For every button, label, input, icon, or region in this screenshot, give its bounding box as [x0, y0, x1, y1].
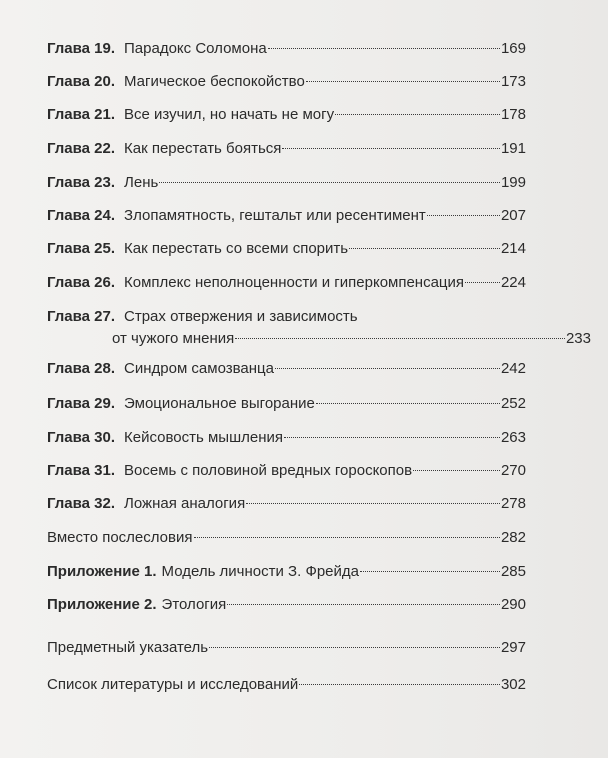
chapter-title: Все изучил, но начать не могу: [124, 106, 335, 123]
dot-leader: [335, 114, 500, 115]
page-number: 224: [500, 274, 526, 291]
chapter-label: Глава 32.: [47, 495, 116, 512]
section-title: Список литературы и исследований: [47, 676, 299, 693]
chapter-title: Лень: [124, 174, 159, 191]
page-number: 242: [500, 360, 526, 377]
toc-entry-chapter-31: [47, 460, 526, 482]
toc-entry-chapter-21: [47, 104, 526, 126]
toc-entry-chapter-29: [47, 393, 526, 415]
chapter-title: Ложная аналогия: [124, 495, 246, 512]
chapter-label: Глава 24.: [47, 207, 116, 224]
dot-leader: [284, 437, 500, 438]
page-number: 278: [500, 495, 526, 512]
section-title: Вместо послесловия: [47, 529, 193, 546]
chapter-title: Восемь с половиной вредных гороскопов: [124, 462, 413, 479]
dot-leader: [246, 503, 500, 504]
toc-entry-bibliography: [47, 674, 526, 696]
chapter-label: Глава 31.: [47, 462, 116, 479]
chapter-title-continued: от чужого мнения: [112, 330, 235, 347]
chapter-label: Глава 20.: [47, 73, 116, 90]
chapter-title: Кейсовость мышления: [124, 429, 283, 446]
page-number: 270: [500, 462, 526, 479]
page-number: 290: [500, 596, 526, 613]
chapter-title: Эмоциональное выгорание: [124, 395, 315, 412]
page-number: 263: [500, 429, 526, 446]
dot-leader: [427, 215, 500, 216]
dot-leader: [235, 338, 565, 339]
toc-entry-chapter-23: [47, 172, 526, 194]
dot-leader: [227, 604, 500, 605]
chapter-title: Как перестать бояться: [124, 140, 282, 157]
dot-leader: [465, 282, 500, 283]
dot-leader: [282, 148, 500, 149]
chapter-label: Глава 30.: [47, 429, 116, 446]
dot-leader: [306, 81, 500, 82]
page-number: 173: [500, 73, 526, 90]
toc-entry-chapter-28: [47, 358, 526, 380]
toc-entry-chapter-24: [47, 205, 526, 227]
toc-entry-chapter-19: [47, 38, 526, 60]
chapter-title: Как перестать со всеми спорить: [124, 240, 349, 257]
chapter-label: Глава 26.: [47, 274, 116, 291]
chapter-title: Злопамятность, гештальт или ресентимент: [124, 207, 426, 224]
toc-entry-appendix-2: [47, 594, 526, 616]
page-number: 199: [500, 174, 526, 191]
dot-leader: [209, 647, 500, 648]
toc-entry-appendix-1: [47, 561, 526, 583]
page-number: 178: [500, 106, 526, 123]
dot-leader: [159, 182, 500, 183]
chapter-label: Глава 21.: [47, 106, 116, 123]
page-number: 285: [500, 563, 526, 580]
chapter-title: Синдром самозванца: [124, 360, 274, 377]
dot-leader: [349, 248, 500, 249]
appendix-label: Приложение 1.: [47, 563, 157, 580]
dot-leader: [316, 403, 500, 404]
chapter-label: Глава 28.: [47, 360, 116, 377]
chapter-label: Глава 23.: [47, 174, 116, 191]
page-number: 214: [500, 240, 526, 257]
dot-leader: [413, 470, 500, 471]
dot-leader: [360, 571, 500, 572]
toc-entry-chapter-20: [47, 71, 526, 93]
appendix-title: Модель личности З. Фрейда: [161, 563, 360, 580]
appendix-title: Этология: [161, 596, 227, 613]
page-number: 252: [500, 395, 526, 412]
chapter-title: Комплекс неполноценности и гиперкомпенсация: [124, 274, 465, 291]
chapter-title: Магическое беспокойство: [124, 73, 305, 90]
appendix-label: Приложение 2.: [47, 596, 157, 613]
toc-entry-chapter-25: [47, 238, 526, 260]
page-number: 191: [500, 140, 526, 157]
page-number: 297: [500, 639, 526, 656]
chapter-title: Страх отвержения и зависимость: [124, 308, 358, 325]
dot-leader: [275, 368, 500, 369]
page-number: 169: [500, 40, 526, 57]
toc-entry-subject-index: [47, 637, 526, 659]
chapter-label: Глава 19.: [47, 40, 116, 57]
toc-entry-chapter-30: [47, 427, 526, 449]
page-number: 207: [500, 207, 526, 224]
page-number: 233: [565, 330, 591, 347]
section-title: Предметный указатель: [47, 639, 209, 656]
dot-leader: [299, 684, 500, 685]
page-number: 282: [500, 529, 526, 546]
chapter-label: Глава 29.: [47, 395, 116, 412]
dot-leader: [268, 48, 500, 49]
chapter-label: Глава 27.: [47, 308, 116, 325]
toc-entry-chapter-32: [47, 493, 526, 515]
chapter-label: Глава 22.: [47, 140, 116, 157]
chapter-title: Парадокс Соломона: [124, 40, 267, 57]
dot-leader: [194, 537, 500, 538]
chapter-label: Глава 25.: [47, 240, 116, 257]
toc-entry-chapter-26: [47, 272, 526, 294]
toc-entry-chapter-27: [47, 306, 591, 350]
page-number: 302: [500, 676, 526, 693]
toc-entry-chapter-22: [47, 138, 526, 160]
toc-entry-afterword: [47, 527, 526, 549]
